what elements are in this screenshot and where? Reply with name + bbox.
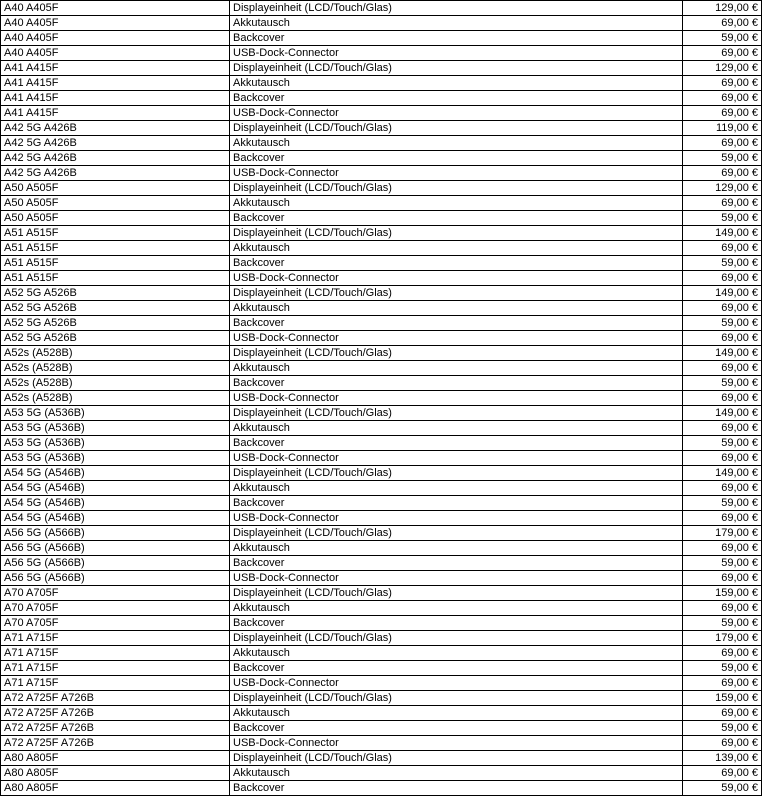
service-cell: Akkutausch — [230, 541, 683, 556]
model-cell: A52 5G A526B — [1, 286, 230, 301]
table-row — [1, 721, 762, 736]
service-cell: Displayeinheit (LCD/Touch/Glas) — [230, 466, 683, 481]
service-cell: Displayeinheit (LCD/Touch/Glas) — [230, 586, 683, 601]
table-row — [1, 631, 762, 646]
model-cell: A80 A805F — [1, 781, 230, 796]
service-cell: USB-Dock-Connector — [230, 166, 683, 181]
table-row — [1, 211, 762, 226]
service-cell: USB-Dock-Connector — [230, 391, 683, 406]
service-cell: Backcover — [230, 376, 683, 391]
price-cell: 179,00 € — [683, 526, 762, 541]
price-cell: 59,00 € — [683, 556, 762, 571]
price-cell: 159,00 € — [683, 691, 762, 706]
model-cell: A52s (A528B) — [1, 391, 230, 406]
service-cell: USB-Dock-Connector — [230, 106, 683, 121]
model-cell: A56 5G (A566B) — [1, 526, 230, 541]
table-row — [1, 406, 762, 421]
service-cell: Displayeinheit (LCD/Touch/Glas) — [230, 61, 683, 76]
price-cell: 59,00 € — [683, 721, 762, 736]
table-row — [1, 706, 762, 721]
service-cell: Backcover — [230, 31, 683, 46]
service-cell: Displayeinheit (LCD/Touch/Glas) — [230, 406, 683, 421]
table-row — [1, 751, 762, 766]
service-cell: USB-Dock-Connector — [230, 451, 683, 466]
service-cell: USB-Dock-Connector — [230, 511, 683, 526]
table-row — [1, 451, 762, 466]
model-cell: A72 A725F A726B — [1, 721, 230, 736]
service-cell: Backcover — [230, 211, 683, 226]
price-cell: 59,00 € — [683, 31, 762, 46]
service-cell: Displayeinheit (LCD/Touch/Glas) — [230, 346, 683, 361]
table-row — [1, 241, 762, 256]
service-cell: Akkutausch — [230, 136, 683, 151]
table-row — [1, 646, 762, 661]
model-cell: A71 A715F — [1, 661, 230, 676]
service-cell: Backcover — [230, 781, 683, 796]
service-cell: Akkutausch — [230, 361, 683, 376]
table-row — [1, 346, 762, 361]
price-cell: 59,00 € — [683, 256, 762, 271]
price-cell: 69,00 € — [683, 196, 762, 211]
price-cell: 69,00 € — [683, 451, 762, 466]
table-row — [1, 1, 762, 16]
model-cell: A52 5G A526B — [1, 331, 230, 346]
price-cell: 59,00 € — [683, 376, 762, 391]
table-row — [1, 556, 762, 571]
model-cell: A53 5G (A536B) — [1, 436, 230, 451]
price-cell: 139,00 € — [683, 751, 762, 766]
model-cell: A54 5G (A546B) — [1, 511, 230, 526]
price-cell: 69,00 € — [683, 46, 762, 61]
table-row — [1, 256, 762, 271]
price-cell: 69,00 € — [683, 481, 762, 496]
table-row — [1, 361, 762, 376]
service-cell: Displayeinheit (LCD/Touch/Glas) — [230, 121, 683, 136]
model-cell: A42 5G A426B — [1, 121, 230, 136]
model-cell: A71 A715F — [1, 676, 230, 691]
price-cell: 69,00 € — [683, 331, 762, 346]
model-cell: A41 A415F — [1, 61, 230, 76]
model-cell: A51 A515F — [1, 226, 230, 241]
price-cell: 149,00 € — [683, 286, 762, 301]
model-cell: A42 5G A426B — [1, 136, 230, 151]
price-table-body — [1, 1, 762, 796]
service-cell: Backcover — [230, 721, 683, 736]
model-cell: A52s (A528B) — [1, 376, 230, 391]
service-cell: Akkutausch — [230, 241, 683, 256]
model-cell: A53 5G (A536B) — [1, 406, 230, 421]
table-row — [1, 586, 762, 601]
service-cell: Akkutausch — [230, 481, 683, 496]
model-cell: A71 A715F — [1, 646, 230, 661]
price-cell: 119,00 € — [683, 121, 762, 136]
model-cell: A41 A415F — [1, 76, 230, 91]
model-cell: A56 5G (A566B) — [1, 556, 230, 571]
price-cell: 69,00 € — [683, 136, 762, 151]
service-cell: Displayeinheit (LCD/Touch/Glas) — [230, 226, 683, 241]
service-cell: Displayeinheit (LCD/Touch/Glas) — [230, 691, 683, 706]
model-cell: A40 A405F — [1, 31, 230, 46]
service-cell: Backcover — [230, 256, 683, 271]
model-cell: A42 5G A426B — [1, 166, 230, 181]
table-row — [1, 166, 762, 181]
price-cell: 59,00 € — [683, 781, 762, 796]
price-cell: 69,00 € — [683, 571, 762, 586]
service-cell: USB-Dock-Connector — [230, 46, 683, 61]
table-row — [1, 76, 762, 91]
service-cell: Displayeinheit (LCD/Touch/Glas) — [230, 286, 683, 301]
price-cell: 59,00 € — [683, 436, 762, 451]
model-cell: A56 5G (A566B) — [1, 571, 230, 586]
price-cell: 69,00 € — [683, 91, 762, 106]
model-cell: A52s (A528B) — [1, 346, 230, 361]
model-cell: A80 A805F — [1, 766, 230, 781]
table-row — [1, 61, 762, 76]
model-cell: A54 5G (A546B) — [1, 496, 230, 511]
model-cell: A56 5G (A566B) — [1, 541, 230, 556]
price-cell: 59,00 € — [683, 316, 762, 331]
price-cell: 129,00 € — [683, 61, 762, 76]
service-cell: Backcover — [230, 151, 683, 166]
table-row — [1, 331, 762, 346]
table-row — [1, 781, 762, 796]
table-row — [1, 571, 762, 586]
price-cell: 59,00 € — [683, 496, 762, 511]
model-cell: A53 5G (A536B) — [1, 421, 230, 436]
model-cell: A70 A705F — [1, 601, 230, 616]
service-cell: Displayeinheit (LCD/Touch/Glas) — [230, 1, 683, 16]
price-cell: 69,00 € — [683, 736, 762, 751]
table-row — [1, 436, 762, 451]
table-row — [1, 481, 762, 496]
model-cell: A54 5G (A546B) — [1, 481, 230, 496]
price-cell: 159,00 € — [683, 586, 762, 601]
price-cell: 59,00 € — [683, 151, 762, 166]
price-cell: 149,00 € — [683, 406, 762, 421]
table-row — [1, 316, 762, 331]
table-row — [1, 226, 762, 241]
table-row — [1, 601, 762, 616]
table-row — [1, 466, 762, 481]
price-cell: 69,00 € — [683, 241, 762, 256]
price-cell: 69,00 € — [683, 421, 762, 436]
table-row — [1, 376, 762, 391]
model-cell: A42 5G A426B — [1, 151, 230, 166]
price-cell: 129,00 € — [683, 181, 762, 196]
price-cell: 69,00 € — [683, 706, 762, 721]
service-cell: Displayeinheit (LCD/Touch/Glas) — [230, 751, 683, 766]
table-row — [1, 616, 762, 631]
service-cell: Backcover — [230, 496, 683, 511]
table-row — [1, 676, 762, 691]
table-row — [1, 766, 762, 781]
model-cell: A53 5G (A536B) — [1, 451, 230, 466]
model-cell: A50 A505F — [1, 196, 230, 211]
service-cell: Backcover — [230, 616, 683, 631]
model-cell: A71 A715F — [1, 631, 230, 646]
price-cell: 59,00 € — [683, 211, 762, 226]
model-cell: A50 A505F — [1, 211, 230, 226]
service-cell: Backcover — [230, 316, 683, 331]
service-cell: Backcover — [230, 436, 683, 451]
price-cell: 69,00 € — [683, 646, 762, 661]
model-cell: A72 A725F A726B — [1, 691, 230, 706]
price-cell: 69,00 € — [683, 601, 762, 616]
price-cell: 69,00 € — [683, 16, 762, 31]
service-cell: Akkutausch — [230, 76, 683, 91]
model-cell: A41 A415F — [1, 91, 230, 106]
model-cell: A52 5G A526B — [1, 301, 230, 316]
model-cell: A51 A515F — [1, 241, 230, 256]
model-cell: A40 A405F — [1, 46, 230, 61]
table-row — [1, 46, 762, 61]
model-cell: A40 A405F — [1, 1, 230, 16]
service-cell: Backcover — [230, 556, 683, 571]
price-cell: 129,00 € — [683, 1, 762, 16]
service-cell: USB-Dock-Connector — [230, 736, 683, 751]
table-row — [1, 196, 762, 211]
table-row — [1, 91, 762, 106]
model-cell: A52 5G A526B — [1, 316, 230, 331]
model-cell: A51 A515F — [1, 271, 230, 286]
table-row — [1, 301, 762, 316]
price-cell: 59,00 € — [683, 661, 762, 676]
model-cell: A51 A515F — [1, 256, 230, 271]
service-cell: Displayeinheit (LCD/Touch/Glas) — [230, 631, 683, 646]
table-row — [1, 16, 762, 31]
service-cell: Akkutausch — [230, 706, 683, 721]
price-cell: 69,00 € — [683, 361, 762, 376]
table-row — [1, 691, 762, 706]
service-cell: Akkutausch — [230, 601, 683, 616]
price-cell: 149,00 € — [683, 466, 762, 481]
service-cell: USB-Dock-Connector — [230, 271, 683, 286]
price-cell: 149,00 € — [683, 346, 762, 361]
model-cell: A52s (A528B) — [1, 361, 230, 376]
service-cell: USB-Dock-Connector — [230, 676, 683, 691]
table-row — [1, 661, 762, 676]
price-cell: 69,00 € — [683, 766, 762, 781]
model-cell: A41 A415F — [1, 106, 230, 121]
table-row — [1, 286, 762, 301]
model-cell: A70 A705F — [1, 586, 230, 601]
table-row — [1, 121, 762, 136]
table-row — [1, 136, 762, 151]
model-cell: A70 A705F — [1, 616, 230, 631]
service-cell: Akkutausch — [230, 646, 683, 661]
model-cell: A40 A405F — [1, 16, 230, 31]
price-cell: 69,00 € — [683, 271, 762, 286]
service-cell: Akkutausch — [230, 766, 683, 781]
model-cell: A80 A805F — [1, 751, 230, 766]
service-cell: Akkutausch — [230, 301, 683, 316]
service-cell: Displayeinheit (LCD/Touch/Glas) — [230, 181, 683, 196]
price-cell: 69,00 € — [683, 676, 762, 691]
price-cell: 69,00 € — [683, 106, 762, 121]
table-row — [1, 181, 762, 196]
price-cell: 69,00 € — [683, 76, 762, 91]
table-row — [1, 736, 762, 751]
service-cell: Displayeinheit (LCD/Touch/Glas) — [230, 526, 683, 541]
price-cell: 149,00 € — [683, 226, 762, 241]
table-row — [1, 526, 762, 541]
table-row — [1, 271, 762, 286]
price-cell: 69,00 € — [683, 541, 762, 556]
table-row — [1, 31, 762, 46]
model-cell: A72 A725F A726B — [1, 706, 230, 721]
service-cell: Akkutausch — [230, 421, 683, 436]
service-cell: Backcover — [230, 91, 683, 106]
table-row — [1, 511, 762, 526]
price-cell: 179,00 € — [683, 631, 762, 646]
service-cell: Akkutausch — [230, 16, 683, 31]
table-row — [1, 421, 762, 436]
service-cell: USB-Dock-Connector — [230, 571, 683, 586]
price-cell: 59,00 € — [683, 616, 762, 631]
price-cell: 69,00 € — [683, 301, 762, 316]
table-row — [1, 541, 762, 556]
table-row — [1, 106, 762, 121]
model-cell: A72 A725F A726B — [1, 736, 230, 751]
model-cell: A50 A505F — [1, 181, 230, 196]
service-cell: Akkutausch — [230, 196, 683, 211]
table-row — [1, 496, 762, 511]
price-cell: 69,00 € — [683, 391, 762, 406]
table-row — [1, 151, 762, 166]
price-cell: 69,00 € — [683, 511, 762, 526]
price-cell: 69,00 € — [683, 166, 762, 181]
model-cell: A54 5G (A546B) — [1, 466, 230, 481]
service-cell: Backcover — [230, 661, 683, 676]
table-row — [1, 391, 762, 406]
service-cell: USB-Dock-Connector — [230, 331, 683, 346]
